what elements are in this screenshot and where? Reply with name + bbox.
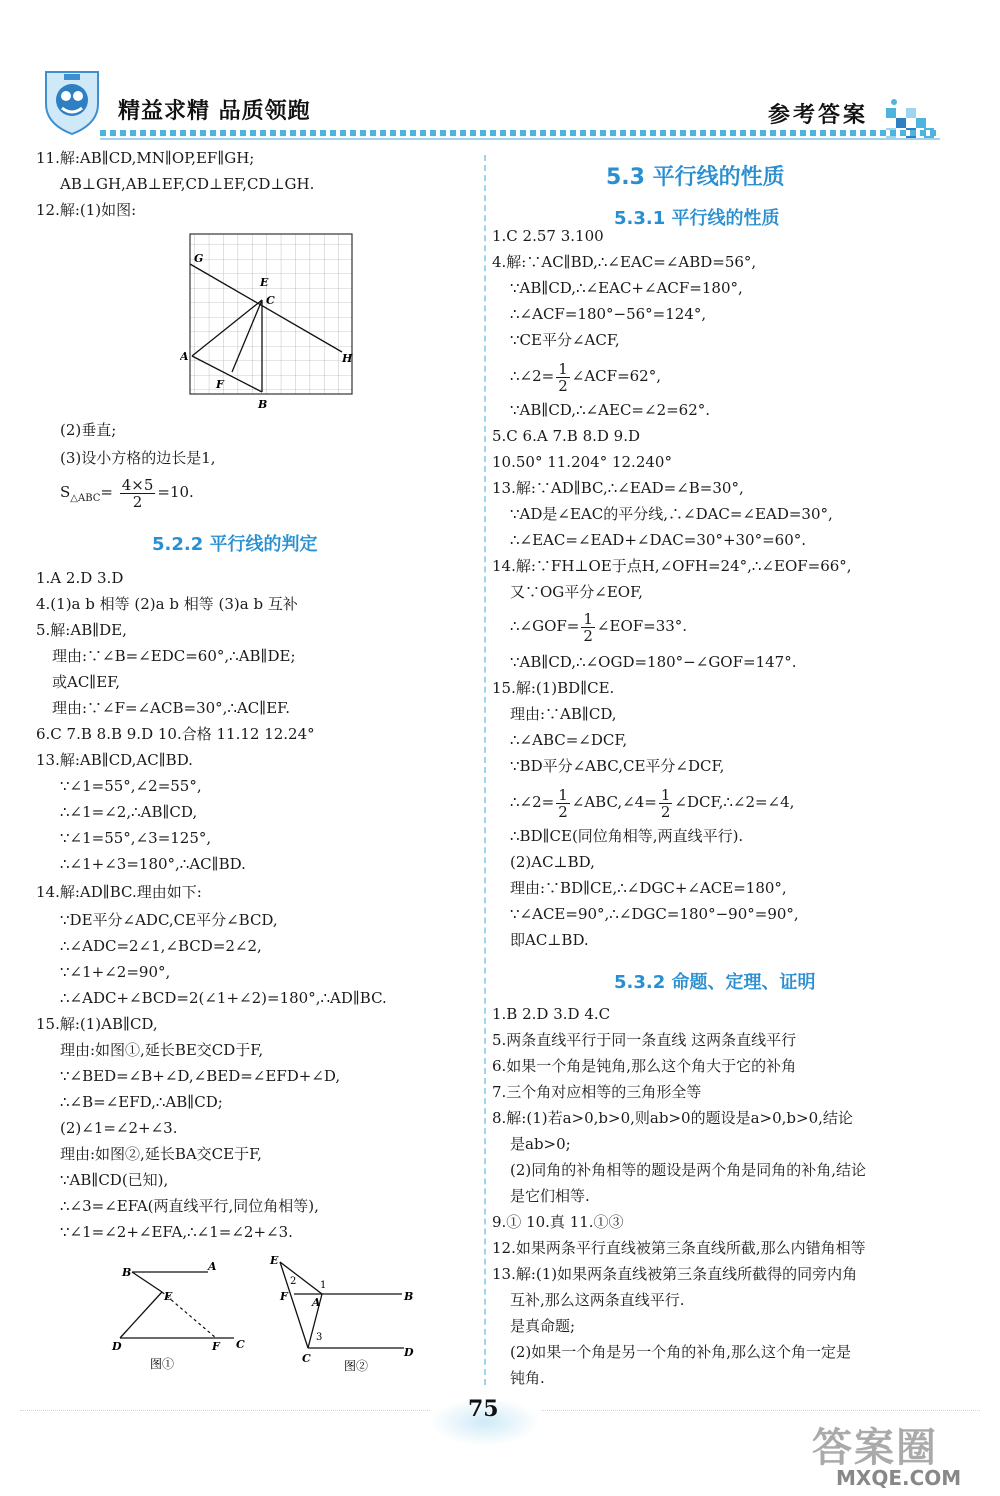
- section-title-5-3-1: 5.3.1 平行线的性质: [614, 208, 780, 229]
- answer-15-line-9: ∵∠1=∠2+∠EFA,∴∠1=∠2+∠3.: [60, 1223, 293, 1241]
- answer-12-line-3: (3)设小方格的边长是1,: [60, 449, 216, 467]
- s-answer-13-line-2: 互补,那么这两条直线平行.: [510, 1291, 685, 1309]
- fig2-label-f: F: [280, 1290, 288, 1303]
- r-answer-13-line-2: ∵AD是∠EAC的平分线,∴∠DAC=∠EAD=30°,: [510, 505, 833, 523]
- r-answer-1-3: 1.C 2.57 3.100: [492, 227, 604, 245]
- fig1-label-f: F: [212, 1340, 220, 1353]
- s-answer-13-line-5: 钝角.: [510, 1369, 545, 1387]
- r-answer-10-12: 10.50° 11.204° 12.240°: [492, 453, 672, 471]
- fraction: $\frac{4\times 5}{2}$: [121, 475, 154, 511]
- r-answer-15-line-10: 即AC⊥BD.: [510, 931, 589, 949]
- s-answer-13-line-4: (2)如果一个角是另一个角的补角,那么这个角一定是: [510, 1343, 852, 1361]
- r-answer-4-line-2: ∵AB∥CD,∴∠EAC+∠ACF=180°,: [510, 279, 743, 297]
- answer-15-line-4: ∴∠B=∠EFD,∴AB∥CD;: [60, 1093, 223, 1111]
- fraction: $\frac{1}{2}$: [583, 609, 593, 645]
- answer-15-line-7: ∵AB∥CD(已知),: [60, 1171, 169, 1189]
- watermark-logo: 答案圈: [812, 1425, 938, 1471]
- answer-13-line-2: ∵∠1=55°,∠2=55°,: [60, 777, 202, 795]
- fig2-caption: 图②: [344, 1359, 369, 1373]
- fraction: $\frac{1}{2}$: [558, 785, 568, 821]
- answer-15-line-5: (2)∠1=∠2+∠3.: [60, 1119, 178, 1137]
- section-title-5-3-2: 5.3.2 命题、定理、证明: [614, 972, 816, 993]
- r-answer-14-line-3: ∴∠GOF= $\frac{1}{2}$ ∠EOF=33°.: [510, 609, 688, 645]
- fig1-label-c: C: [236, 1338, 245, 1351]
- r-answer-14-line-4: ∵AB∥CD,∴∠OGD=180°−∠GOF=147°.: [510, 653, 797, 671]
- r-answer-15-line-8: 理由:∵BD∥CE,∴∠DGC+∠ACE=180°,: [510, 879, 787, 897]
- answer-12-area-formula: $S_{\triangle ABC}=$ $\frac{4\times 5}{2}$ =10.: [60, 475, 194, 511]
- answer-1-3: 1.A 2.D 3.D: [36, 569, 124, 587]
- fig1-caption: 图①: [150, 1357, 175, 1371]
- answer-5-line-1: 5.解:AB∥DE,: [36, 621, 127, 639]
- answer-6-12: 6.C 7.B 8.B 9.D 10.合格 11.12 12.24°: [36, 725, 315, 743]
- section-title-5-2-2: 5.2.2 平行线的判定: [152, 534, 318, 555]
- s-answer-7: 7.三个角对应相等的三角形全等: [492, 1083, 702, 1101]
- answer-4: 4.(1)a b 相等 (2)a b 相等 (3)a b 互补: [36, 595, 298, 613]
- answer-13-line-3: ∴∠1=∠2,∴AB∥CD,: [60, 803, 198, 821]
- fig2-label-c: C: [302, 1352, 311, 1365]
- r-answer-5-9: 5.C 6.A 7.B 8.D 9.D: [492, 427, 641, 445]
- s-answer-8-line-1: 8.解:(1)若a>0,b>0,则ab>0的题设是a>0,b>0,结论: [492, 1109, 853, 1127]
- fig2-label-b: B: [404, 1290, 414, 1303]
- label-g: G: [194, 252, 204, 265]
- s-answer-8-line-2: 是ab>0;: [510, 1135, 571, 1153]
- fig2-label-e: E: [270, 1254, 279, 1267]
- r-answer-4-line-5: ∴∠2= $\frac{1}{2}$ ∠ACF=62°,: [510, 359, 661, 395]
- r-answer-4-line-4: ∵CE平分∠ACF,: [510, 331, 620, 349]
- r-answer-14-line-1: 14.解:∵FH⊥OE于点H,∠OFH=24°,∴∠EOF=66°,: [492, 557, 852, 575]
- fraction: $\frac{1}{2}$: [558, 359, 568, 395]
- r-answer-15-line-6: ∴BD∥CE(同位角相等,两直线平行).: [510, 827, 744, 845]
- s-answer-13-line-1: 13.解:(1)如果两条直线被第三条直线所截得的同旁内角: [492, 1265, 858, 1283]
- fig2-label-d: D: [404, 1346, 414, 1359]
- fig2-label-a: A: [312, 1296, 321, 1309]
- answer-14-line-3: ∴∠ADC=2∠1,∠BCD=2∠2,: [60, 937, 262, 955]
- r-answer-15-line-1: 15.解:(1)BD∥CE.: [492, 679, 615, 697]
- r-answer-15-line-9: ∵∠ACE=90°,∴∠DGC=180°−90°=90°,: [510, 905, 799, 923]
- answer-15-line-1: 15.解:(1)AB∥CD,: [36, 1015, 158, 1033]
- answer-11-line-2: AB⊥GH,AB⊥EF,CD⊥EF,CD⊥GH.: [60, 175, 315, 193]
- label-f: F: [216, 378, 224, 391]
- r-answer-4-line-1: 4.解:∵AC∥BD,∴∠EAC=∠ABD=56°,: [492, 253, 757, 271]
- fig1-label-b: B: [122, 1266, 132, 1279]
- r-answer-15-line-7: (2)AC⊥BD,: [510, 853, 595, 871]
- fig2-angle-3: 3: [316, 1332, 323, 1343]
- header-slogan: 精益求精 品质领跑: [118, 98, 311, 124]
- answer-12-line-1: 12.解:(1)如图:: [36, 201, 137, 219]
- s-answer-6: 6.如果一个角是钝角,那么这个角大于它的补角: [492, 1057, 797, 1075]
- answer-15-line-6: 理由:如图②,延长BA交CE于F,: [60, 1145, 262, 1163]
- r-answer-15-line-4: ∵BD平分∠ABC,CE平分∠DCF,: [510, 757, 725, 775]
- figure-2: [264, 1250, 424, 1376]
- r-answer-13-line-1: 13.解:∵AD∥BC,∴∠EAD=∠B=30°,: [492, 479, 744, 497]
- answer-15-line-3: ∵∠BED=∠B+∠D,∠BED=∠EFD+∠D,: [60, 1067, 341, 1085]
- answer-14-line-1: 14.解:AD∥BC.理由如下:: [36, 883, 202, 901]
- r-answer-14-line-2: 又∵OG平分∠EOF,: [510, 583, 643, 601]
- s-answer-12: 12.如果两条平行直线被第三条直线所截,那么内错角相等: [492, 1239, 866, 1257]
- fig1-label-e: E: [164, 1290, 173, 1303]
- r-answer-15-line-3: ∴∠ABC=∠DCF,: [510, 731, 628, 749]
- answer-11-line-1: 11.解:AB∥CD,MN∥OP,EF∥GH;: [36, 149, 255, 167]
- s-answer-1-4: 1.B 2.D 3.D 4.C: [492, 1005, 611, 1023]
- label-e: E: [260, 276, 269, 289]
- fig2-angle-2: 2: [290, 1276, 297, 1287]
- fig1-label-a: A: [208, 1260, 217, 1273]
- answer-15-line-8: ∴∠3=∠EFA(两直线平行,同位角相等),: [60, 1197, 319, 1215]
- answer-5-line-3: 或AC∥EF,: [52, 673, 121, 691]
- label-a: A: [180, 350, 189, 363]
- fig1-label-d: D: [112, 1340, 122, 1353]
- answer-14-line-5: ∴∠ADC+∠BCD=2(∠1+∠2)=180°,∴AD∥BC.: [60, 989, 387, 1007]
- grid-figure: [180, 230, 360, 412]
- answer-14-line-4: ∵∠1+∠2=90°,: [60, 963, 171, 981]
- header-dashed-rule: [100, 130, 940, 136]
- fig2-angle-1: 1: [320, 1280, 327, 1291]
- emblem-logo-icon: [40, 66, 104, 136]
- r-answer-13-line-3: ∴∠EAC=∠EAD+∠DAC=30°+30°=60°.: [510, 531, 807, 549]
- answer-14-line-2: ∵DE平分∠ADC,CE平分∠BCD,: [60, 911, 278, 929]
- s-answer-13-line-3: 是真命题;: [510, 1317, 576, 1335]
- answer-5-line-4: 理由:∵∠F=∠ACB=30°,∴AC∥EF.: [52, 699, 290, 717]
- label-h: H: [342, 352, 353, 365]
- page-header: [0, 0, 1000, 150]
- watermark-url: MXQE.COM: [836, 1466, 962, 1490]
- answer-13-line-4: ∵∠1=55°,∠3=125°,: [60, 829, 212, 847]
- r-answer-4-line-6: ∵AB∥CD,∴∠AEC=∠2=62°.: [510, 401, 711, 419]
- label-b: B: [258, 398, 268, 411]
- s-answer-5: 5.两条直线平行于同一条直线 这两条直线平行: [492, 1031, 797, 1049]
- section-title-5-3: 5.3 平行线的性质: [606, 165, 785, 190]
- s-answer-9-11: 9.① 10.真 11.①③: [492, 1213, 624, 1231]
- r-answer-15-line-2: 理由:∵AB∥CD,: [510, 705, 617, 723]
- answer-5-line-2: 理由:∵∠B=∠EDC=60°,∴AB∥DE;: [52, 647, 296, 665]
- answer-13-line-5: ∴∠1+∠3=180°,∴AC∥BD.: [60, 855, 246, 873]
- label-c: C: [266, 294, 275, 307]
- header-title: 参考答案: [768, 102, 869, 128]
- r-answer-4-line-3: ∴∠ACF=180°−56°=124°,: [510, 305, 707, 323]
- figure-1: [108, 1256, 258, 1376]
- fraction: $\frac{1}{2}$: [660, 785, 671, 821]
- s-answer-8-line-3: (2)同角的补角相等的题设是两个角是同角的补角,结论: [510, 1161, 867, 1179]
- page-number: 75: [468, 1396, 499, 1422]
- r-answer-15-line-5: ∴∠2= $\frac{1}{2}$ ∠ABC,∠4= $\frac{1}{2}$ ∠DCF,∴∠2=∠4,: [510, 785, 795, 821]
- header-rule: [100, 138, 940, 140]
- column-divider: [484, 155, 486, 1385]
- answer-12-line-2: (2)垂直;: [60, 421, 117, 439]
- answer-13-line-1: 13.解:AB∥CD,AC∥BD.: [36, 751, 193, 769]
- answer-15-line-2: 理由:如图①,延长BE交CD于F,: [60, 1041, 264, 1059]
- s-answer-8-line-4: 是它们相等.: [510, 1187, 590, 1205]
